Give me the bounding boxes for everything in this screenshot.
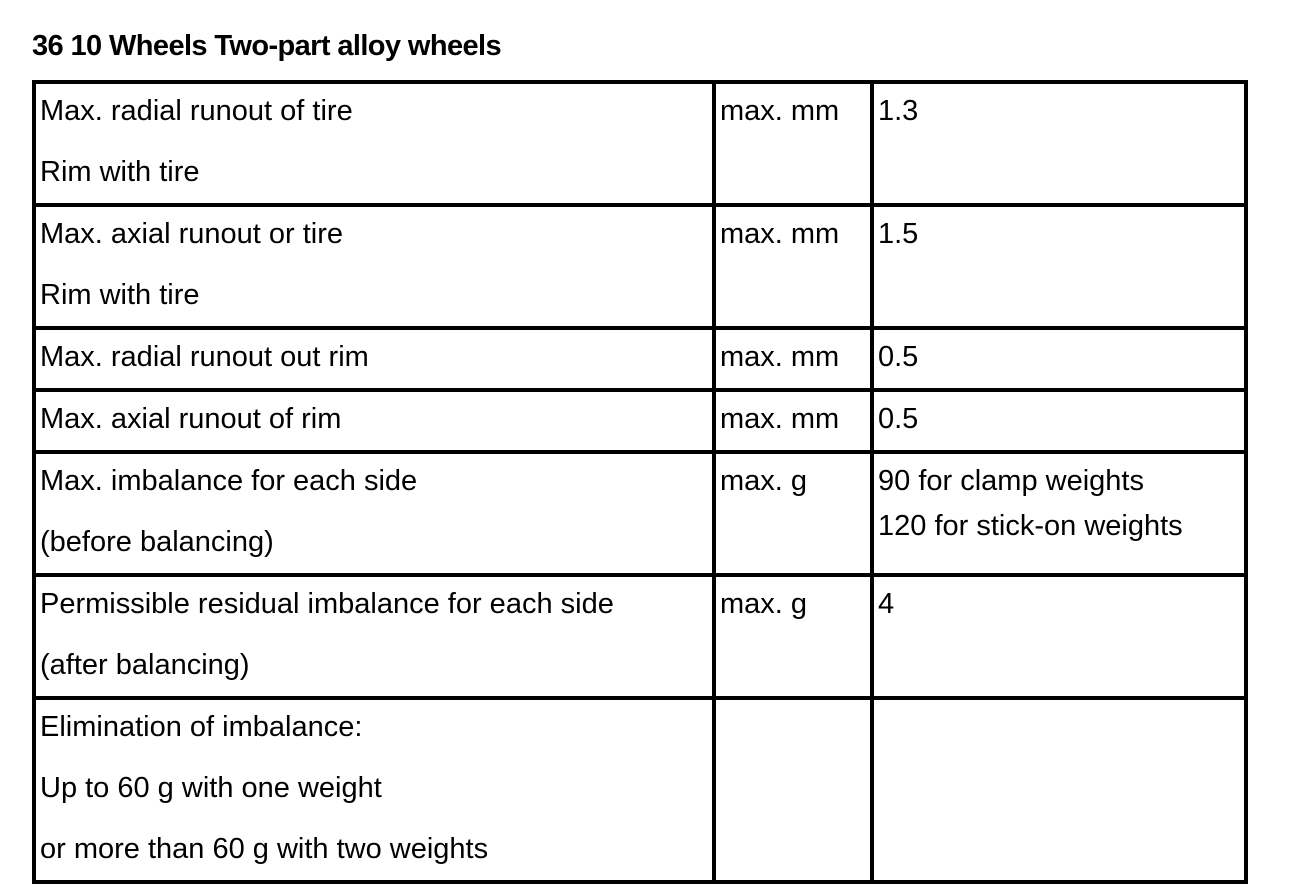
parameter-text: Max. imbalance for each side [40,465,418,497]
parameter-text: Max. radial runout of tire [40,95,353,127]
unit-cell [714,82,872,205]
parameter-cell [34,82,714,205]
table-row [34,82,1246,205]
parameter-text: Permissible residual imbalance for each side [40,588,614,620]
unit-text: max. mm [720,218,840,250]
value-cell [872,452,1246,575]
specification-table [32,80,1248,884]
parameter-cell [34,390,714,452]
parameter-text: Max. axial runout of rim [40,403,342,435]
unit-text: max. g [720,465,808,497]
parameter-text: (after balancing) [40,649,250,681]
table-row [34,328,1246,390]
table-row [34,452,1246,575]
value-text [878,698,1244,758]
unit-cell [714,575,872,698]
parameter-cell [34,205,714,328]
value-text: 0.5 [878,341,919,373]
parameter-cell [34,328,714,390]
unit-cell [714,452,872,575]
value-text: 1.5 [878,218,919,250]
parameter-text: Rim with tire [40,279,200,311]
unit-text: max. mm [720,341,840,373]
unit-cell [714,328,872,390]
value-text: 120 for stick-on weights [878,510,1183,542]
unit-cell [714,390,872,452]
value-cell [872,328,1246,390]
parameter-text: Max. axial runout or tire [40,218,344,250]
unit-text: max. mm [720,403,840,435]
value-text: 90 for clamp weights [878,465,1144,497]
parameter-text: Max. radial runout out rim [40,341,369,373]
value-text: 1.3 [878,95,919,127]
value-cell [872,390,1246,452]
table-row [34,205,1246,328]
value-cell [872,575,1246,698]
value-text: 0.5 [878,403,919,435]
value-cell [872,698,1246,882]
table-row [34,698,1246,882]
parameter-cell [34,452,714,575]
document-title: 36 10 Wheels Two-part alloy wheels [32,30,502,62]
unit-cell [714,205,872,328]
unit-text [720,698,870,758]
unit-cell [714,698,872,882]
parameter-text: Rim with tire [40,156,200,188]
parameter-text: (before balancing) [40,526,274,558]
parameter-text: or more than 60 g with two weights [40,833,489,865]
parameter-text: Elimination of imbalance: [40,711,363,743]
parameter-cell [34,698,714,882]
table-row [34,575,1246,698]
parameter-text: Up to 60 g with one weight [40,772,382,804]
unit-text: max. mm [720,95,840,127]
value-text: 4 [878,588,895,620]
unit-text: max. g [720,588,808,620]
value-cell [872,82,1246,205]
table-row [34,390,1246,452]
value-cell [872,205,1246,328]
parameter-cell [34,575,714,698]
